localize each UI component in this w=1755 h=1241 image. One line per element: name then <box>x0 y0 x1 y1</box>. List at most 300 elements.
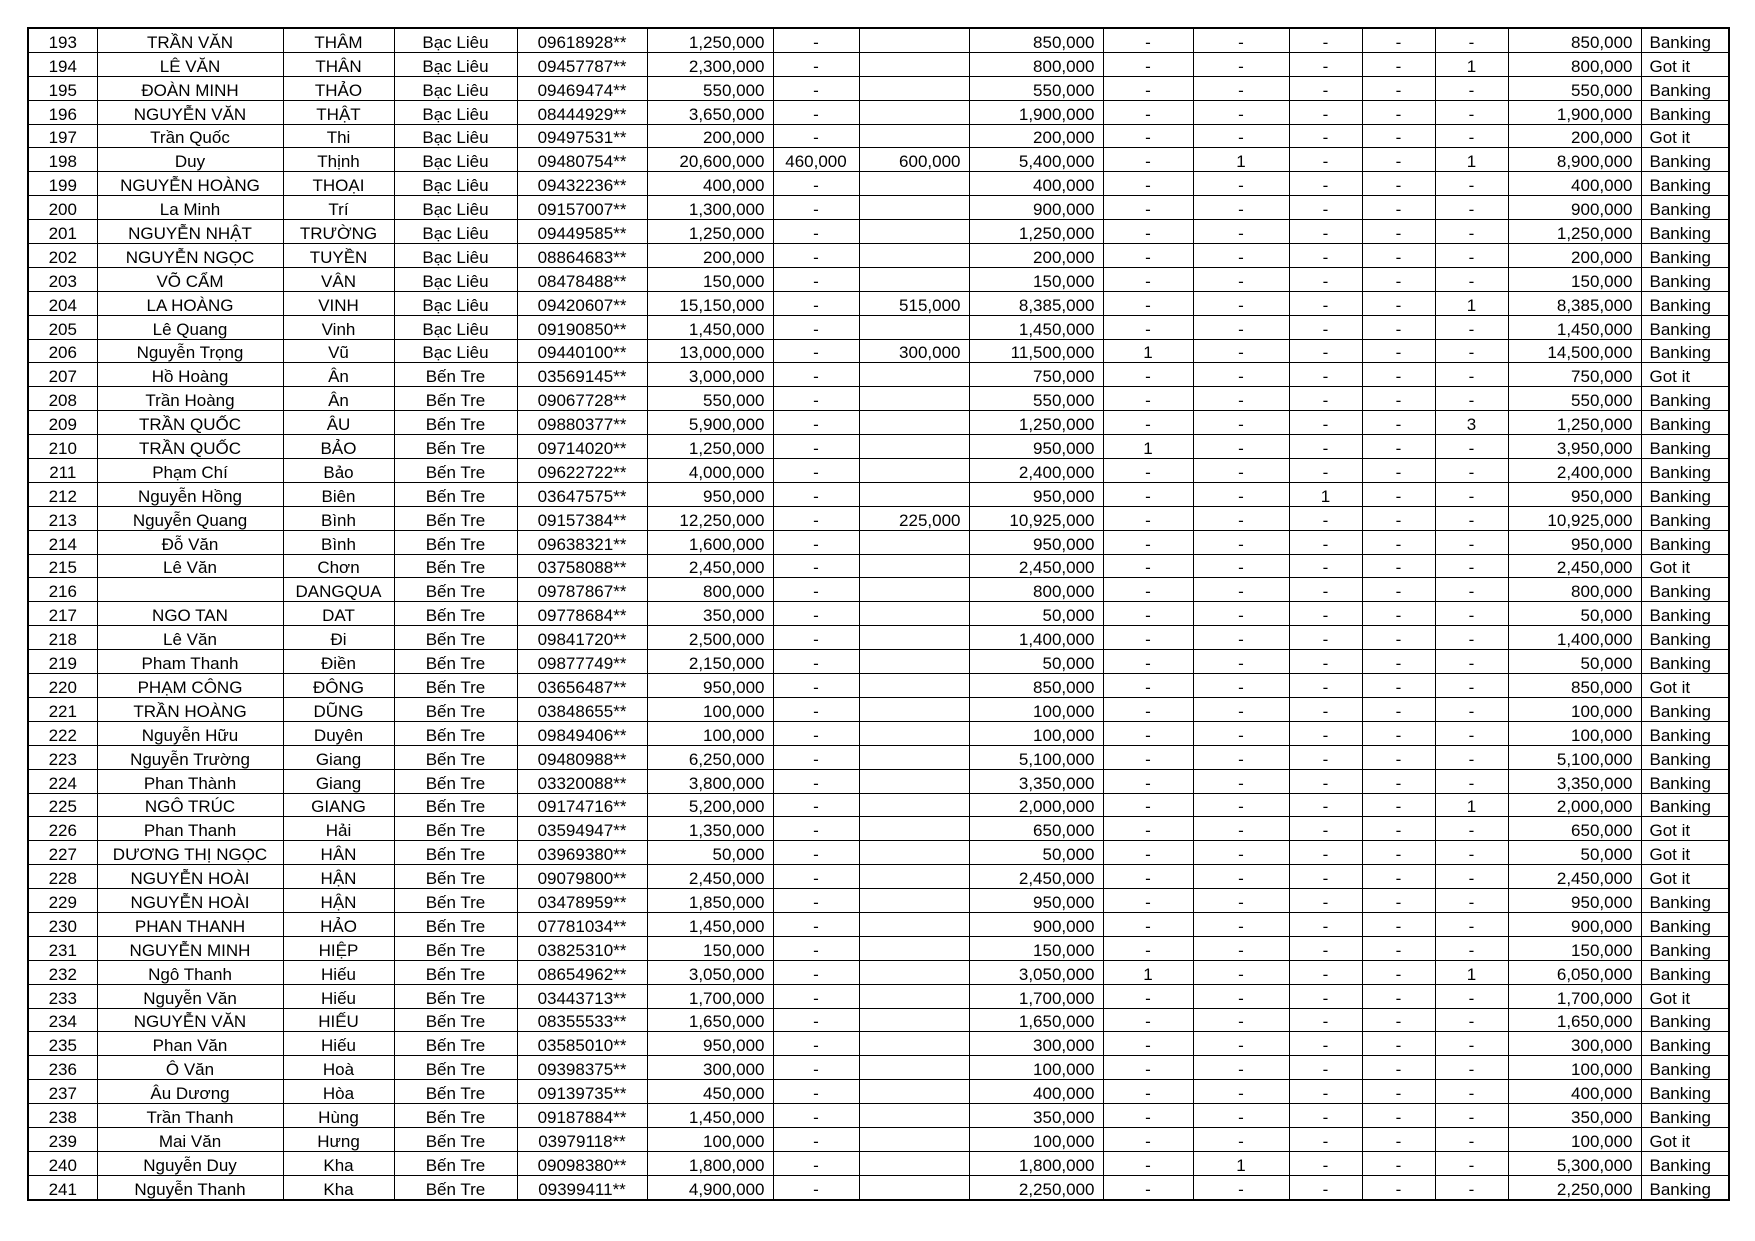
cell-flag-4: - <box>1362 100 1435 124</box>
cell-amount-total: 2,150,000 <box>647 650 773 674</box>
cell-province: Bến Tre <box>394 721 517 745</box>
cell-payment-method: Banking <box>1641 1175 1729 1199</box>
cell-flag-4: - <box>1362 267 1435 291</box>
cell-amount-a: - <box>773 196 859 220</box>
cell-flag-3: - <box>1289 865 1362 889</box>
cell-given-name: Chơn <box>283 554 394 578</box>
cell-flag-2: - <box>1193 1032 1289 1056</box>
cell-amount-paid: 1,800,000 <box>969 1151 1103 1175</box>
cell-flag-1: - <box>1103 769 1193 793</box>
cell-amount-b <box>859 28 969 52</box>
cell-amount-final: 850,000 <box>1508 674 1641 698</box>
cell-flag-2: - <box>1193 172 1289 196</box>
cell-payment-method: Banking <box>1641 315 1729 339</box>
cell-payment-method: Banking <box>1641 1151 1729 1175</box>
cell-amount-b <box>859 674 969 698</box>
cell-amount-paid: 550,000 <box>969 76 1103 100</box>
cell-amount-a: - <box>773 76 859 100</box>
cell-amount-total: 5,900,000 <box>647 411 773 435</box>
cell-payment-method: Banking <box>1641 435 1729 459</box>
cell-amount-a: - <box>773 244 859 268</box>
cell-flag-5: - <box>1435 841 1508 865</box>
cell-flag-5: - <box>1435 769 1508 793</box>
cell-province: Bạc Liêu <box>394 28 517 52</box>
cell-amount-b <box>859 220 969 244</box>
cell-given-name: DAT <box>283 602 394 626</box>
cell-amount-total: 200,000 <box>647 124 773 148</box>
cell-flag-2: - <box>1193 1056 1289 1080</box>
cell-amount-total: 13,000,000 <box>647 339 773 363</box>
cell-amount-total: 350,000 <box>647 602 773 626</box>
cell-amount-paid: 100,000 <box>969 697 1103 721</box>
cell-row-number: 205 <box>28 315 97 339</box>
cell-payment-method: Banking <box>1641 793 1729 817</box>
cell-province: Bạc Liêu <box>394 339 517 363</box>
cell-flag-5: - <box>1435 220 1508 244</box>
cell-flag-1: - <box>1103 650 1193 674</box>
cell-province: Bến Tre <box>394 1056 517 1080</box>
cell-province: Bến Tre <box>394 1151 517 1175</box>
cell-first-name: Phạm Chí <box>97 459 283 483</box>
cell-amount-a: - <box>773 1056 859 1080</box>
cell-flag-3: - <box>1289 506 1362 530</box>
cell-flag-1: - <box>1103 1175 1193 1199</box>
cell-flag-4: - <box>1362 697 1435 721</box>
cell-flag-4: - <box>1362 912 1435 936</box>
cell-flag-5: - <box>1435 124 1508 148</box>
cell-phone: 09067728** <box>517 387 647 411</box>
cell-flag-2: - <box>1193 1104 1289 1128</box>
table-row <box>28 530 1729 554</box>
table-row <box>28 124 1729 148</box>
cell-flag-3: - <box>1289 602 1362 626</box>
cell-amount-a: - <box>773 554 859 578</box>
cell-amount-final: 150,000 <box>1508 936 1641 960</box>
cell-flag-3: - <box>1289 148 1362 172</box>
cell-payment-method: Banking <box>1641 530 1729 554</box>
cell-payment-method: Banking <box>1641 769 1729 793</box>
cell-given-name: HẬN <box>283 865 394 889</box>
cell-flag-2: - <box>1193 602 1289 626</box>
cell-flag-5: 1 <box>1435 291 1508 315</box>
cell-given-name: Duyên <box>283 721 394 745</box>
cell-amount-paid: 350,000 <box>969 1104 1103 1128</box>
cell-flag-5: - <box>1435 315 1508 339</box>
cell-amount-a: - <box>773 889 859 913</box>
cell-amount-total: 3,800,000 <box>647 769 773 793</box>
table-row <box>28 1127 1729 1151</box>
table-row <box>28 244 1729 268</box>
cell-amount-b <box>859 865 969 889</box>
cell-given-name: Vinh <box>283 315 394 339</box>
cell-payment-method: Banking <box>1641 76 1729 100</box>
cell-flag-2: - <box>1193 721 1289 745</box>
cell-amount-paid: 950,000 <box>969 482 1103 506</box>
cell-amount-a: - <box>773 387 859 411</box>
cell-payment-method: Banking <box>1641 1032 1729 1056</box>
cell-phone: 03656487** <box>517 674 647 698</box>
cell-given-name: Ân <box>283 363 394 387</box>
cell-given-name: Thịnh <box>283 148 394 172</box>
cell-amount-paid: 800,000 <box>969 52 1103 76</box>
cell-first-name: TRẦN VĂN <box>97 28 283 52</box>
cell-given-name: HẬN <box>283 889 394 913</box>
cell-flag-5: - <box>1435 650 1508 674</box>
cell-phone: 09714020** <box>517 435 647 459</box>
cell-flag-4: - <box>1362 1008 1435 1032</box>
cell-flag-5: - <box>1435 100 1508 124</box>
cell-province: Bến Tre <box>394 936 517 960</box>
cell-amount-final: 1,450,000 <box>1508 315 1641 339</box>
cell-amount-a: - <box>773 984 859 1008</box>
cell-flag-2: - <box>1193 841 1289 865</box>
cell-row-number: 203 <box>28 267 97 291</box>
cell-flag-4: - <box>1362 602 1435 626</box>
cell-given-name: ÂU <box>283 411 394 435</box>
cell-amount-b <box>859 1127 969 1151</box>
cell-flag-2: - <box>1193 889 1289 913</box>
cell-flag-3: - <box>1289 315 1362 339</box>
cell-amount-a: - <box>773 172 859 196</box>
cell-amount-b <box>859 267 969 291</box>
table-row <box>28 291 1729 315</box>
cell-row-number: 198 <box>28 148 97 172</box>
cell-amount-a: - <box>773 817 859 841</box>
cell-flag-3: - <box>1289 1151 1362 1175</box>
cell-amount-b: 515,000 <box>859 291 969 315</box>
table-row <box>28 482 1729 506</box>
cell-row-number: 212 <box>28 482 97 506</box>
cell-amount-final: 1,250,000 <box>1508 411 1641 435</box>
cell-amount-final: 50,000 <box>1508 650 1641 674</box>
cell-amount-b <box>859 52 969 76</box>
table-row <box>28 28 1729 52</box>
cell-amount-a: - <box>773 482 859 506</box>
cell-amount-total: 100,000 <box>647 721 773 745</box>
cell-payment-method: Banking <box>1641 411 1729 435</box>
cell-amount-a: - <box>773 1151 859 1175</box>
cell-flag-5: - <box>1435 745 1508 769</box>
table-row <box>28 1056 1729 1080</box>
cell-amount-paid: 100,000 <box>969 721 1103 745</box>
cell-flag-2: - <box>1193 28 1289 52</box>
cell-amount-final: 8,385,000 <box>1508 291 1641 315</box>
cell-payment-method: Got it <box>1641 554 1729 578</box>
cell-first-name: PHẠM CÔNG <box>97 674 283 698</box>
cell-amount-a: - <box>773 912 859 936</box>
cell-amount-paid: 400,000 <box>969 172 1103 196</box>
cell-flag-4: - <box>1362 315 1435 339</box>
table-row <box>28 626 1729 650</box>
cell-row-number: 200 <box>28 196 97 220</box>
cell-flag-1: - <box>1103 697 1193 721</box>
cell-amount-paid: 850,000 <box>969 28 1103 52</box>
cell-flag-1: - <box>1103 363 1193 387</box>
cell-given-name: Trí <box>283 196 394 220</box>
table-row <box>28 602 1729 626</box>
cell-first-name: Nguyễn Trọng <box>97 339 283 363</box>
cell-first-name: NGÔ TRÚC <box>97 793 283 817</box>
cell-amount-total: 1,250,000 <box>647 28 773 52</box>
cell-row-number: 225 <box>28 793 97 817</box>
cell-flag-4: - <box>1362 124 1435 148</box>
cell-amount-a: - <box>773 578 859 602</box>
cell-amount-b <box>859 817 969 841</box>
cell-flag-2: - <box>1193 124 1289 148</box>
cell-flag-1: - <box>1103 1151 1193 1175</box>
cell-flag-3: - <box>1289 124 1362 148</box>
cell-amount-total: 100,000 <box>647 1127 773 1151</box>
cell-payment-method: Banking <box>1641 912 1729 936</box>
cell-amount-b <box>859 793 969 817</box>
cell-amount-b <box>859 363 969 387</box>
cell-amount-b <box>859 124 969 148</box>
cell-amount-paid: 550,000 <box>969 387 1103 411</box>
table-row <box>28 459 1729 483</box>
cell-flag-5: - <box>1435 1175 1508 1199</box>
cell-flag-1: - <box>1103 291 1193 315</box>
cell-payment-method: Got it <box>1641 363 1729 387</box>
table-row <box>28 554 1729 578</box>
cell-province: Bạc Liêu <box>394 76 517 100</box>
cell-amount-paid: 900,000 <box>969 196 1103 220</box>
cell-flag-1: - <box>1103 482 1193 506</box>
cell-payment-method: Banking <box>1641 291 1729 315</box>
cell-flag-5: - <box>1435 1032 1508 1056</box>
cell-amount-b <box>859 387 969 411</box>
cell-first-name: NGUYỄN HOÀNG <box>97 172 283 196</box>
cell-first-name: Ngô Thanh <box>97 960 283 984</box>
cell-payment-method: Banking <box>1641 148 1729 172</box>
cell-flag-3: - <box>1289 554 1362 578</box>
cell-amount-paid: 1,700,000 <box>969 984 1103 1008</box>
cell-flag-2: - <box>1193 793 1289 817</box>
cell-row-number: 199 <box>28 172 97 196</box>
cell-flag-5: - <box>1435 554 1508 578</box>
cell-flag-1: - <box>1103 124 1193 148</box>
cell-province: Bến Tre <box>394 650 517 674</box>
cell-flag-1: - <box>1103 411 1193 435</box>
cell-flag-5: - <box>1435 196 1508 220</box>
cell-first-name: DƯƠNG THỊ NGỌC <box>97 841 283 865</box>
cell-given-name: Hùng <box>283 1104 394 1128</box>
cell-province: Bến Tre <box>394 482 517 506</box>
cell-province: Bến Tre <box>394 889 517 913</box>
cell-row-number: 227 <box>28 841 97 865</box>
cell-flag-3: - <box>1289 459 1362 483</box>
cell-flag-5: - <box>1435 28 1508 52</box>
cell-amount-final: 200,000 <box>1508 244 1641 268</box>
cell-first-name: LÊ VĂN <box>97 52 283 76</box>
cell-flag-3: - <box>1289 339 1362 363</box>
cell-province: Bến Tre <box>394 865 517 889</box>
cell-payment-method: Got it <box>1641 1127 1729 1151</box>
cell-flag-3: - <box>1289 196 1362 220</box>
cell-flag-3: - <box>1289 1080 1362 1104</box>
cell-flag-5: - <box>1435 172 1508 196</box>
cell-row-number: 231 <box>28 936 97 960</box>
cell-amount-b <box>859 1104 969 1128</box>
cell-first-name: Mai Văn <box>97 1127 283 1151</box>
cell-payment-method: Got it <box>1641 817 1729 841</box>
cell-amount-a: - <box>773 459 859 483</box>
cell-row-number: 239 <box>28 1127 97 1151</box>
cell-province: Bến Tre <box>394 578 517 602</box>
cell-amount-paid: 950,000 <box>969 435 1103 459</box>
cell-phone: 08444929** <box>517 100 647 124</box>
cell-amount-total: 1,300,000 <box>647 196 773 220</box>
cell-amount-paid: 2,450,000 <box>969 865 1103 889</box>
cell-flag-2: - <box>1193 459 1289 483</box>
cell-amount-b <box>859 530 969 554</box>
cell-row-number: 215 <box>28 554 97 578</box>
cell-flag-3: - <box>1289 291 1362 315</box>
cell-first-name: NGUYỄN VĂN <box>97 1008 283 1032</box>
cell-phone: 03478959** <box>517 889 647 913</box>
cell-payment-method: Got it <box>1641 865 1729 889</box>
cell-amount-total: 2,450,000 <box>647 554 773 578</box>
table-row <box>28 506 1729 530</box>
cell-payment-method: Banking <box>1641 459 1729 483</box>
cell-flag-1: - <box>1103 865 1193 889</box>
cell-row-number: 235 <box>28 1032 97 1056</box>
cell-phone: 09398375** <box>517 1056 647 1080</box>
cell-given-name: HẢO <box>283 912 394 936</box>
cell-flag-5: - <box>1435 482 1508 506</box>
cell-amount-paid: 900,000 <box>969 912 1103 936</box>
cell-phone: 08355533** <box>517 1008 647 1032</box>
cell-amount-a: - <box>773 745 859 769</box>
cell-flag-1: - <box>1103 674 1193 698</box>
cell-first-name: Trần Thanh <box>97 1104 283 1128</box>
cell-amount-a: - <box>773 530 859 554</box>
cell-amount-b <box>859 769 969 793</box>
cell-flag-2: - <box>1193 578 1289 602</box>
cell-phone: 09139735** <box>517 1080 647 1104</box>
cell-amount-total: 1,600,000 <box>647 530 773 554</box>
cell-province: Bến Tre <box>394 1008 517 1032</box>
cell-flag-1: - <box>1103 52 1193 76</box>
cell-flag-3: - <box>1289 530 1362 554</box>
cell-payment-method: Banking <box>1641 220 1729 244</box>
cell-flag-2: - <box>1193 339 1289 363</box>
cell-flag-5: - <box>1435 76 1508 100</box>
cell-given-name: Giang <box>283 745 394 769</box>
cell-amount-paid: 100,000 <box>969 1056 1103 1080</box>
cell-province: Bến Tre <box>394 626 517 650</box>
cell-flag-3: - <box>1289 1104 1362 1128</box>
cell-first-name: NGUYỄN HOÀI <box>97 889 283 913</box>
cell-flag-2: - <box>1193 76 1289 100</box>
cell-first-name: Lê Quang <box>97 315 283 339</box>
cell-flag-3: 1 <box>1289 482 1362 506</box>
cell-phone: 03848655** <box>517 697 647 721</box>
cell-first-name: Trần Hoàng <box>97 387 283 411</box>
cell-row-number: 214 <box>28 530 97 554</box>
cell-phone: 09638321** <box>517 530 647 554</box>
cell-flag-2: - <box>1193 244 1289 268</box>
cell-amount-total: 450,000 <box>647 1080 773 1104</box>
cell-amount-paid: 2,450,000 <box>969 554 1103 578</box>
cell-payment-method: Banking <box>1641 650 1729 674</box>
cell-flag-4: - <box>1362 745 1435 769</box>
cell-flag-5: - <box>1435 1151 1508 1175</box>
cell-flag-3: - <box>1289 912 1362 936</box>
cell-first-name: Duy <box>97 148 283 172</box>
cell-flag-2: - <box>1193 1080 1289 1104</box>
cell-flag-3: - <box>1289 1032 1362 1056</box>
cell-flag-3: - <box>1289 984 1362 1008</box>
cell-payment-method: Banking <box>1641 721 1729 745</box>
cell-given-name: THẢO <box>283 76 394 100</box>
cell-flag-1: - <box>1103 841 1193 865</box>
cell-flag-2: - <box>1193 936 1289 960</box>
cell-row-number: 232 <box>28 960 97 984</box>
cell-flag-5: - <box>1435 267 1508 291</box>
cell-flag-4: - <box>1362 1104 1435 1128</box>
cell-phone: 03647575** <box>517 482 647 506</box>
cell-amount-a: - <box>773 1080 859 1104</box>
cell-phone: 03825310** <box>517 936 647 960</box>
cell-amount-final: 5,300,000 <box>1508 1151 1641 1175</box>
cell-amount-a: - <box>773 1104 859 1128</box>
cell-flag-5: - <box>1435 626 1508 650</box>
cell-phone: 09480754** <box>517 148 647 172</box>
cell-amount-b <box>859 960 969 984</box>
cell-amount-a: - <box>773 100 859 124</box>
cell-flag-3: - <box>1289 936 1362 960</box>
cell-given-name: Hiếu <box>283 960 394 984</box>
cell-province: Bến Tre <box>394 435 517 459</box>
cell-flag-5: - <box>1435 865 1508 889</box>
cell-amount-a: - <box>773 769 859 793</box>
cell-row-number: 218 <box>28 626 97 650</box>
cell-phone: 09187884** <box>517 1104 647 1128</box>
cell-flag-1: - <box>1103 267 1193 291</box>
cell-payment-method: Got it <box>1641 124 1729 148</box>
cell-first-name: Phan Thanh <box>97 817 283 841</box>
cell-amount-total: 300,000 <box>647 1056 773 1080</box>
cell-phone: 08654962** <box>517 960 647 984</box>
cell-flag-5: - <box>1435 459 1508 483</box>
cell-flag-3: - <box>1289 697 1362 721</box>
cell-phone: 03594947** <box>517 817 647 841</box>
cell-flag-4: - <box>1362 626 1435 650</box>
cell-amount-b <box>859 721 969 745</box>
cell-flag-4: - <box>1362 506 1435 530</box>
cell-flag-4: - <box>1362 674 1435 698</box>
cell-phone: 09440100** <box>517 339 647 363</box>
cell-amount-b: 600,000 <box>859 148 969 172</box>
cell-flag-3: - <box>1289 1175 1362 1199</box>
cell-amount-final: 650,000 <box>1508 817 1641 841</box>
cell-amount-b <box>859 196 969 220</box>
cell-amount-paid: 3,350,000 <box>969 769 1103 793</box>
cell-province: Bến Tre <box>394 363 517 387</box>
cell-flag-3: - <box>1289 363 1362 387</box>
cell-amount-paid: 1,450,000 <box>969 315 1103 339</box>
cell-first-name: Nguyễn Văn <box>97 984 283 1008</box>
cell-amount-a: - <box>773 220 859 244</box>
cell-amount-final: 400,000 <box>1508 1080 1641 1104</box>
cell-amount-total: 2,500,000 <box>647 626 773 650</box>
cell-province: Bến Tre <box>394 459 517 483</box>
cell-amount-paid: 850,000 <box>969 674 1103 698</box>
cell-flag-4: - <box>1362 435 1435 459</box>
cell-payment-method: Got it <box>1641 841 1729 865</box>
table-row <box>28 960 1729 984</box>
cell-amount-paid: 200,000 <box>969 244 1103 268</box>
